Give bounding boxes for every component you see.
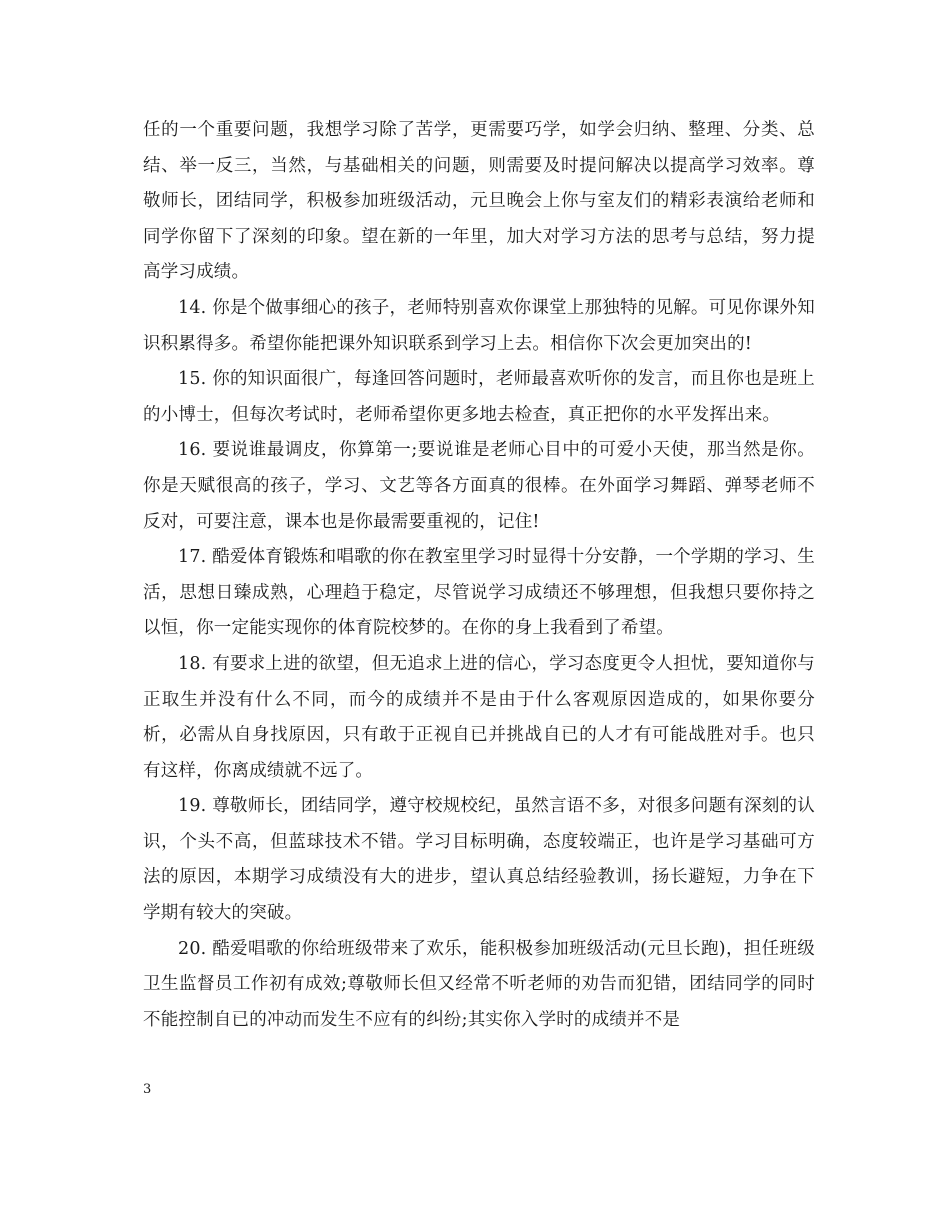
paragraph-18: 18. 有要求上进的欲望，但无追求上进的信心，学习态度更令人担忧，要知道你与正取生并没有什么不同，而今的成绩并不是由于什么客观原因造成的，如果你要分析，必需从自身找原因，只有敢于正视自已并挑战自已的人才有可能战胜对手。也只有这样，你离成绩就不远了。: [143, 653, 815, 781]
page-number: 3: [143, 1082, 152, 1097]
paragraph-17: 17. 酷爱体育锻炼和唱歌的你在教室里学习时显得十分安静，一个学期的学习、生活，思想日臻成熟，心理趋于稳定，尽管说学习成绩还不够理想，但我想只要你持之以恒，你一定能实现你的体育院校梦的。在你的身上我看到了希望。: [143, 547, 815, 639]
paragraph-19: 19. 尊敬师长，团结同学，遵守校规校纪，虽然言语不多，对很多问题有深刻的认识，个头不高，但蓝球技术不错。学习目标明确，态度较端正，也许是学习基础可方法的原因，本期学习成绩没有大的进步，望认真总结经验教训，扬长避短，力争在下学期有较大的突破。: [143, 796, 815, 924]
paragraph-20: 20. 酷爱唱歌的你给班级带来了欢乐，能积极参加班级活动(元旦长跑)，担任班级卫生监督员工作初有成效;尊敬师长但又经常不听老师的劝告而犯错，团结同学的同时不能控制自已的冲动而发生不应有的纠纷;其实你入学时的成绩并不是: [143, 938, 815, 1030]
body-text: [143, 113, 815, 1038]
paragraph-14: 14. 你是个做事细心的孩子，老师特别喜欢你课堂上那独特的见解。可见你课外知识积累得多。希望你能把课外知识联系到学习上去。相信你下次会更加突出的!: [143, 297, 815, 354]
paragraph-15: 15. 你的知识面很广，每逢回答问题时，老师最喜欢听你的发言，而且你也是班上的小博士，但每次考试时，老师希望你更多地去检查，真正把你的水平发挥出来。: [143, 369, 815, 425]
paragraph-continuation: 任的一个重要问题，我想学习除了苦学，更需要巧学，如学会归纳、整理、分类、总结、举一反三，当然，与基础相关的问题，则需要及时提问解决以提高学习效率。尊敬师长，团结同学，积极参加班级活动，元旦晚会上你与室友们的精彩表演给老师和同学你留下了深刻的印象。望在新的一年里，加大对学习方法的思考与总结，努力提高学习成绩。: [143, 120, 815, 283]
paragraph-16: 16. 要说谁最调皮，你算第一;要说谁是老师心目中的可爱小天使，那当然是你。你是天赋很高的孩子，学习、文艺等各方面真的很棒。在外面学习舞蹈、弹琴老师不反对，可要注意，课本也是你最需要重视的，记住!: [143, 440, 815, 532]
